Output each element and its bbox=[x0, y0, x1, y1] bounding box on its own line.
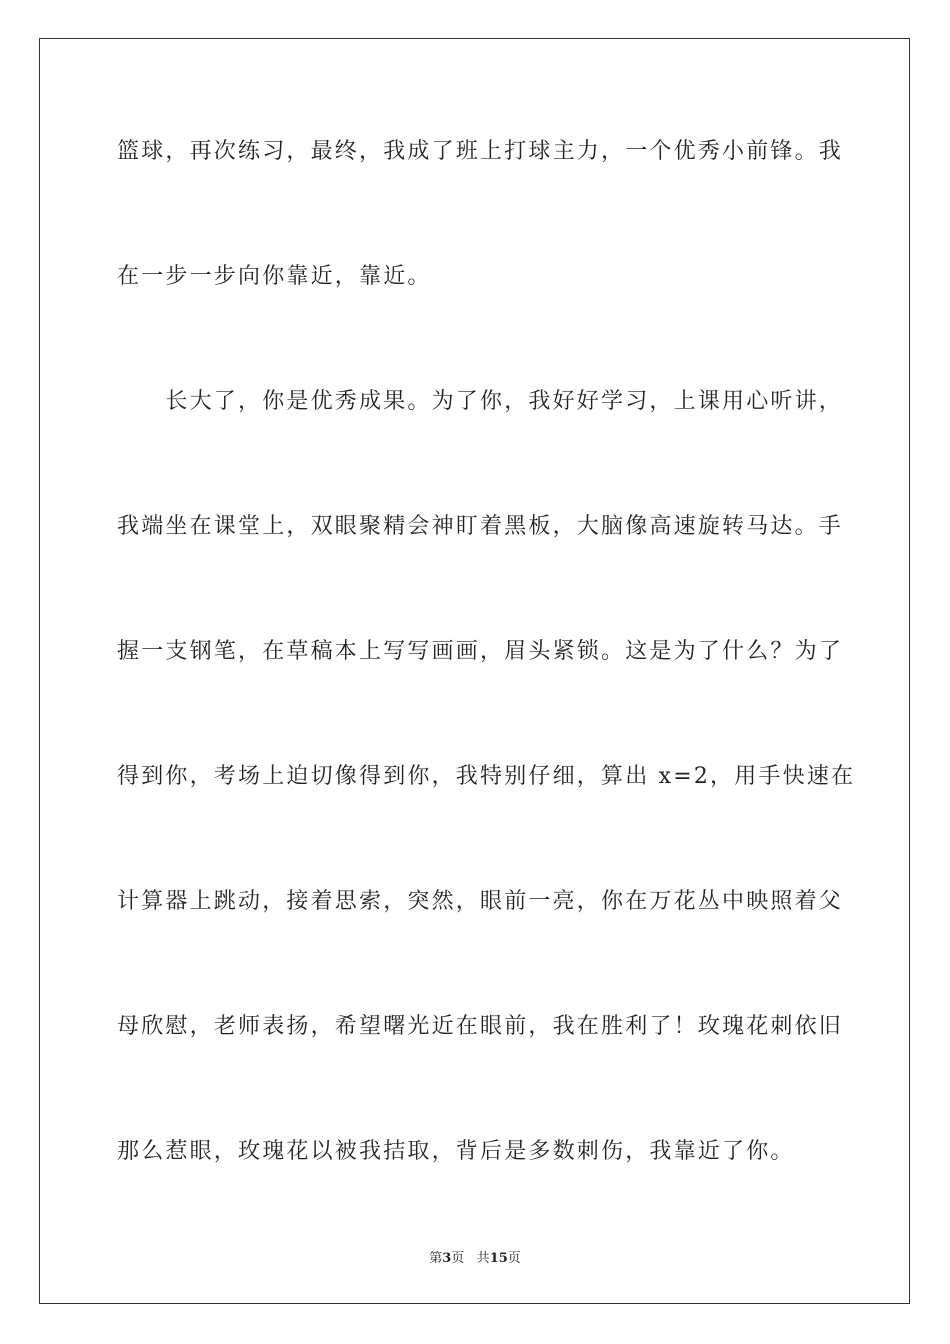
total-unit: 页 bbox=[507, 1251, 521, 1266]
page-frame bbox=[39, 38, 910, 1304]
text-line-2: 在一步一步向你靠近，靠近。 bbox=[117, 264, 432, 289]
page-current: 3 bbox=[442, 1251, 452, 1266]
text-line-1: 篮球，再次练习，最终，我成了班上打球主力，一个优秀小前锋。我 bbox=[117, 139, 844, 164]
total-prefix: 共 bbox=[476, 1251, 490, 1266]
page-prefix: 第 bbox=[429, 1251, 443, 1266]
text-line-5: 握一支钢笔，在草稿本上写写画画，眉头紧锁。这是为了什么？为了 bbox=[117, 639, 844, 664]
page-total: 15 bbox=[489, 1251, 508, 1266]
text-line-4: 我端坐在课堂上，双眼聚精会神盯着黑板，大脑像高速旋转马达。手 bbox=[117, 514, 844, 539]
text-line-7: 计算器上跳动，接着思索，突然，眼前一亮，你在万花丛中映照着父 bbox=[117, 889, 844, 914]
text-line-6: 得到你，考场上迫切像得到你，我特别仔细，算出 x=2，用手快速在 bbox=[117, 764, 856, 789]
page-unit: 页 bbox=[451, 1251, 465, 1266]
text-line-3: 长大了，你是优秀成果。为了你，我好好学习，上课用心听讲， bbox=[117, 389, 844, 414]
page-footer bbox=[0, 1247, 950, 1266]
text-line-9: 那么惹眼，玫瑰花以被我拮取，背后是多数刺伤，我靠近了你。 bbox=[117, 1139, 795, 1164]
text-line-8: 母欣慰，老师表扬，希望曙光近在眼前，我在胜利了！玫瑰花刺依旧 bbox=[117, 1014, 844, 1039]
